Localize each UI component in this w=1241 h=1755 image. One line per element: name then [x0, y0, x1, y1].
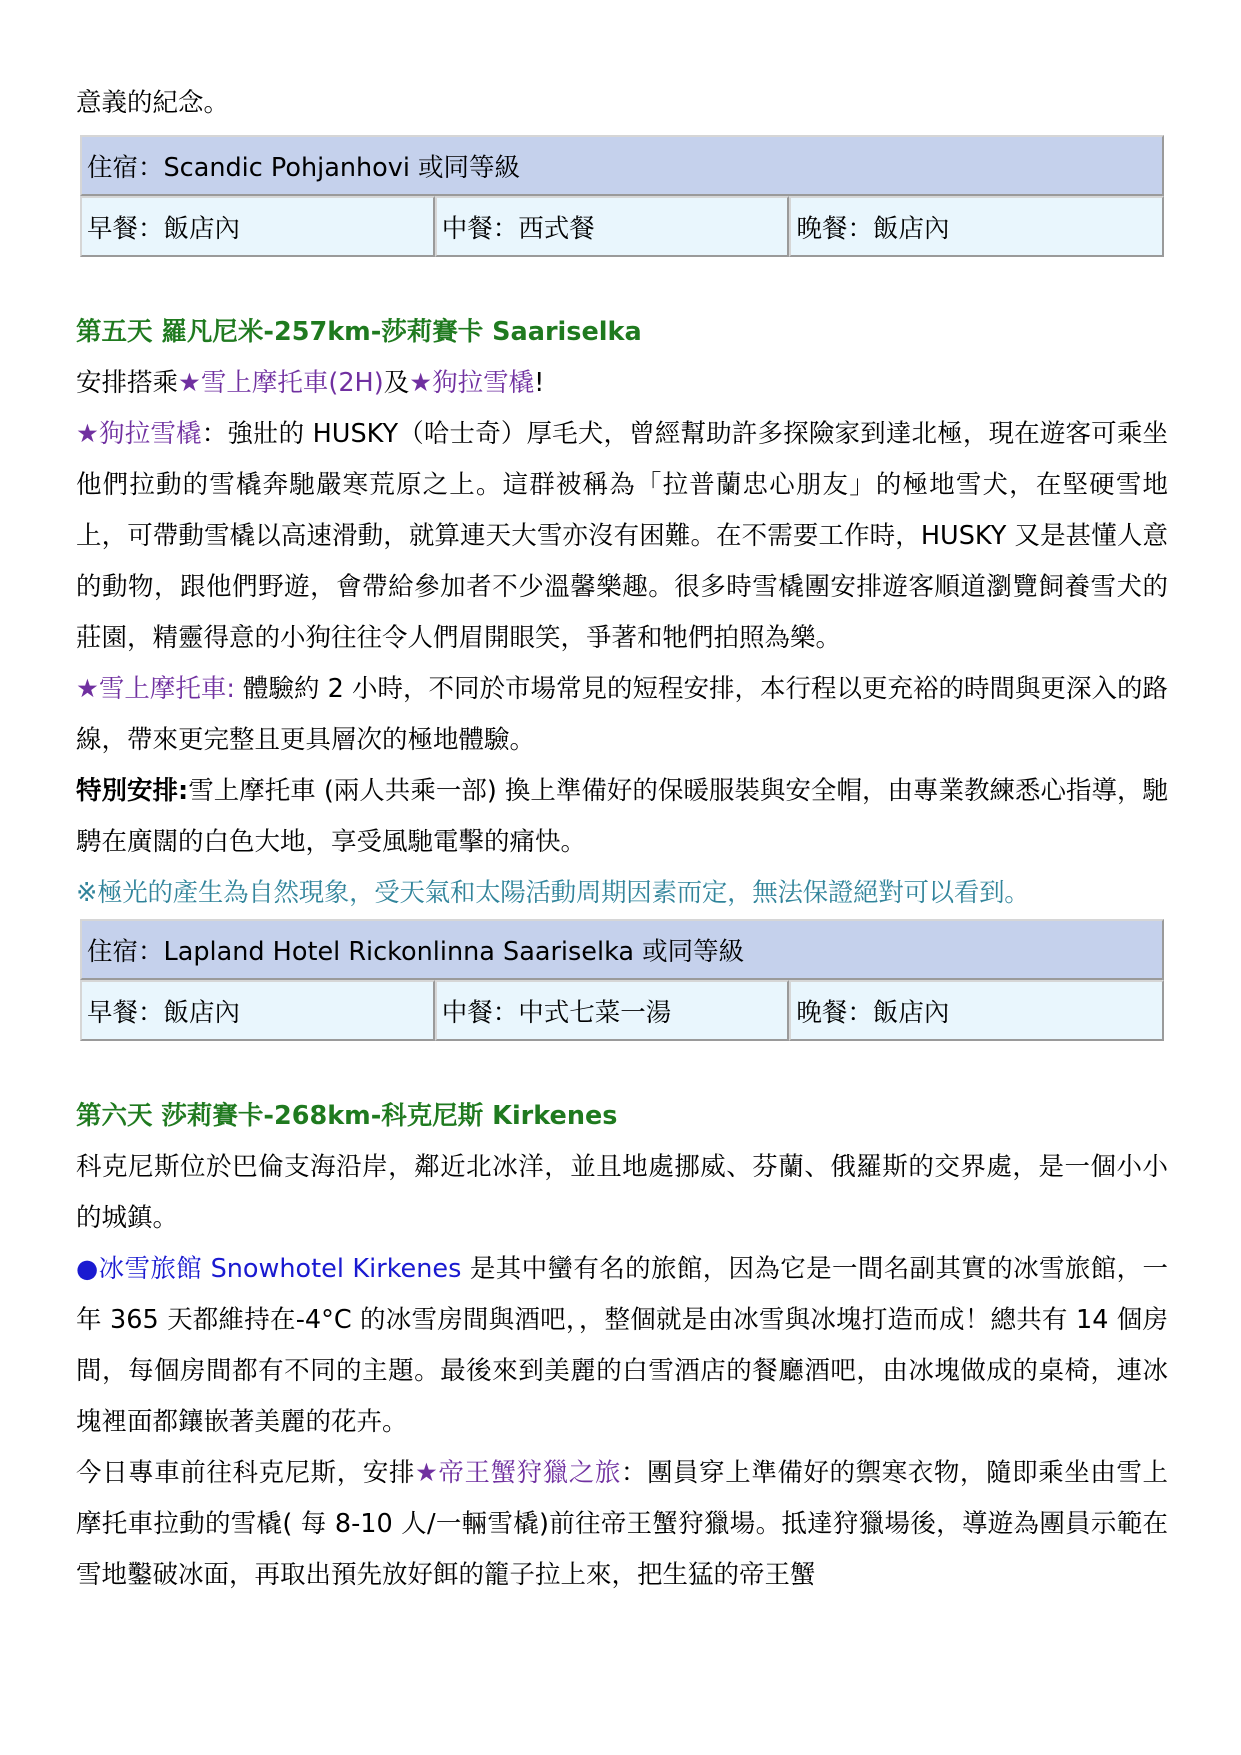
snowhotel-text: 是其中蠻有名的旅館，因為它是一間名副其實的冰雪旅館，一年 365 天都維持在-4°C 的冰雪房間與酒吧，，整個就是由冰雪與冰塊打造而成！總共有 14 個房間，每個房間都有不同的主題。最後來到美麗的白雪酒店的餐廳酒吧，由冰塊做成的桌椅，連冰塊裡面都鑲嵌著美麗的花卉。	[76, 1254, 1168, 1437]
arrange-post: !	[534, 368, 545, 398]
arrange-mid: 及	[383, 368, 410, 398]
special-paragraph	[76, 766, 1168, 868]
arrange-snowmobile-link: ★雪上摩托車(2H)	[178, 368, 384, 398]
day5-info-table	[80, 919, 1164, 1041]
day4-info-table	[80, 135, 1164, 257]
snowmobile-title: ★雪上摩托車:	[76, 674, 235, 704]
day4-dinner-cell: 晚餐：飯店內	[789, 196, 1164, 257]
snowhotel-title: ●冰雪旅館 Snowhotel Kirkenes	[76, 1254, 462, 1284]
day5-arrangement	[76, 358, 1168, 409]
husky-title: ★狗拉雪橇	[76, 419, 202, 449]
aurora-note: ※極光的產生為自然現象，受天氣和太陽活動周期因素而定，無法保證絕對可以看到。	[76, 878, 1030, 908]
crab-text: ：團員穿上準備好的禦寒衣物，隨即乘坐由雪上摩托車拉動的雪橇( 每 8-10 人/一輛雪橇)前往帝王蟹狩獵場。抵達狩獵場後，導遊為團員示範在雪地鑿破冰面，再取出預先放好餌的籠子拉上來，把生猛的帝王蟹	[76, 1458, 1168, 1590]
day5-breakfast-cell: 早餐：飯店內	[80, 980, 435, 1041]
day5-heading: 第五天 羅凡尼米-257km-莎莉賽卡 Saariselka	[76, 317, 642, 347]
crab-title: ★帝王蟹狩獵之旅	[414, 1458, 621, 1488]
snowhotel-paragraph	[76, 1244, 1168, 1448]
page-content	[76, 78, 1168, 1601]
day5-hotel-cell: 住宿：Lapland Hotel Rickonlinna Saariselka 或同等級	[80, 919, 1164, 980]
snowmobile-paragraph	[76, 664, 1168, 766]
day4-lunch-cell: 中餐：西式餐	[435, 196, 790, 257]
day4-hotel-cell: 住宿：Scandic Pohjanhovi 或同等級	[80, 135, 1164, 196]
day4-breakfast-cell: 早餐：飯店內	[80, 196, 435, 257]
day6-heading: 第六天 莎莉賽卡-268km-科克尼斯 Kirkenes	[76, 1101, 618, 1131]
special-text: 雪上摩托車 (兩人共乘一部) 換上準備好的保暖服裝與安全帽，由專業教練悉心指導，馳騁在廣闊的白色大地，享受風馳電擊的痛快。	[76, 776, 1168, 857]
king-crab-paragraph	[76, 1448, 1168, 1601]
snowmobile-text: 體驗約 2 小時，不同於市場常見的短程安排，本行程以更充裕的時間與更深入的路線，帶來更完整且更具層次的極地體驗。	[76, 674, 1168, 755]
husky-paragraph	[76, 409, 1168, 664]
day5-lunch-cell: 中餐：中式七菜一湯	[435, 980, 790, 1041]
crab-pre: 今日專車前往科克尼斯，安排	[76, 1458, 415, 1488]
arrange-pre: 安排搭乘	[76, 368, 179, 398]
arrange-husky-link: ★狗拉雪橇	[409, 368, 535, 398]
day5-dinner-cell: 晚餐：飯店內	[789, 980, 1164, 1041]
special-label: 特別安排:	[76, 776, 189, 806]
kirkenes-intro: 科克尼斯位於巴倫支海沿岸，鄰近北冰洋，並且地處挪威、芬蘭、俄羅斯的交界處，是一個小小的城鎮。	[76, 1152, 1168, 1233]
intro-tail: 意義的紀念。	[76, 88, 230, 118]
husky-text: ：強壯的 HUSKY（哈士奇）厚毛犬，曾經幫助許多探險家到達北極，現在遊客可乘坐他們拉動的雪橇奔馳嚴寒荒原之上。這群被稱為「拉普蘭忠心朋友」的極地雪犬，在堅硬雪地上，可帶動雪橇以高速滑動，就算連天大雪亦沒有困難。在不需要工作時，HUSKY 又是甚懂人意的動物，跟他們野遊，會帶給參加者不少溫馨樂趣。很多時雪橇團安排遊客順道瀏覽飼養雪犬的莊園，精靈得意的小狗往往令人們眉開眼笑，爭著和牠們拍照為樂。	[76, 419, 1168, 653]
